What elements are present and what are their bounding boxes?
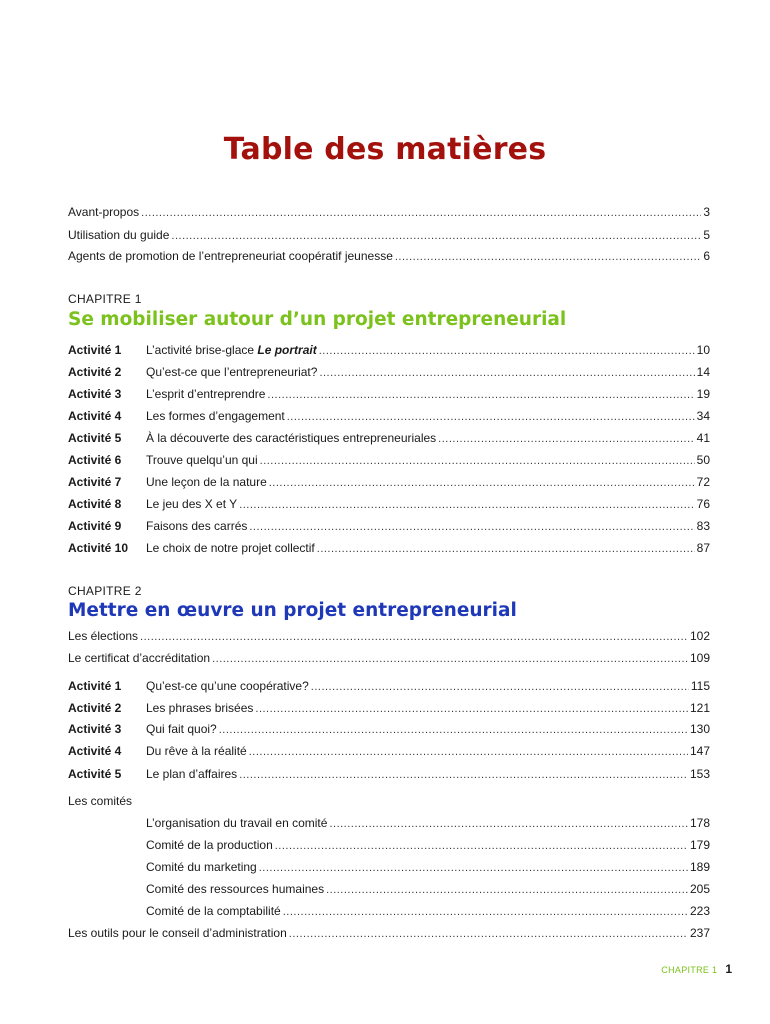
page-number: 223 [689,904,710,918]
chapter-2-title: Mettre en œuvre un projet entrepreneurial [68,600,517,621]
dot-leader [259,860,688,876]
entry-title: Le plan d’affaires [146,767,238,781]
page-number: 130 [689,722,710,736]
dot-leader [219,722,688,738]
dot-leader [395,249,701,265]
entry-title: À la découverte des caractéristiques entrepreneuriales [146,431,437,445]
entry-title: Agents de promotion de l’entrepreneuriat coopératif jeunesse [68,249,393,263]
page-number: 237 [689,926,710,940]
activity-number: Activité 2 [68,365,122,379]
entry-title: Trouve quelqu’un qui [146,453,258,467]
entry-title: Faisons des carrés [146,519,248,533]
page-number: 34 [696,409,710,423]
committees-heading: Les comités [68,794,133,808]
page-number: 50 [696,453,710,467]
entry-title: Une leçon de la nature [146,475,267,489]
dot-leader [249,519,694,535]
page-number: 189 [689,860,710,874]
toc-entry-committee-1[interactable] [146,815,710,832]
dot-leader [283,904,688,920]
page-number: 76 [696,497,710,511]
activity-number: Activité 1 [68,679,122,693]
activity-number: Activité 8 [68,497,122,511]
toc-entry-ch2-act3[interactable] [68,721,710,738]
page-number: 5 [703,228,710,242]
dot-leader [249,744,688,760]
toc-entry-ch1-act3[interactable] [68,386,710,403]
page-number: 179 [689,838,710,852]
dot-leader [329,816,688,832]
toc-entry-committee-4[interactable] [146,881,710,898]
entry-title: Les phrases brisées [146,701,254,715]
dot-leader [212,651,688,667]
entry-title: Le jeu des X et Y [146,497,238,511]
toc-entry-committee-3[interactable] [146,859,710,876]
toc-entry-ch2-act2[interactable] [68,700,710,717]
page-title: Table des matières [223,132,547,167]
page-number: 41 [696,431,710,445]
page-footer [661,962,732,976]
page-number: 14 [696,365,710,379]
footer-chapter-label: CHAPITRE 1 [661,965,718,975]
page-number: 115 [690,679,710,693]
page-number: 102 [689,629,710,643]
activity-number: Activité 6 [68,453,122,467]
entry-title-emphasis: Le portrait [257,343,317,357]
page-number: 153 [689,767,710,781]
page-number: 178 [689,816,710,830]
dot-leader [269,475,695,491]
toc-entry-utilisation[interactable] [68,227,710,244]
entry-title: Les élections [68,629,139,643]
dot-leader [255,701,688,717]
activity-number: Activité 7 [68,475,122,489]
dot-leader [326,882,688,898]
dot-leader [319,365,694,381]
toc-entry-ch1-act4[interactable] [68,408,710,425]
toc-entry-agents[interactable] [68,248,710,265]
page-number: 83 [696,519,710,533]
activity-number: Activité 3 [68,387,122,401]
page-number: 205 [689,882,710,896]
page-number: 10 [696,343,710,357]
toc-entry-committee-5[interactable] [146,903,710,920]
toc-entry-certificat[interactable] [68,650,710,667]
footer-page-number: 1 [725,962,732,976]
activity-number: Activité 9 [68,519,122,533]
chapter-1-label: CHAPITRE 1 [68,292,142,306]
dot-leader [275,838,688,854]
page-number: 147 [689,744,710,758]
dot-leader [438,431,694,447]
entry-title: L’organisation du travail en comité [146,816,328,830]
dot-leader [171,228,701,244]
toc-entry-ch1-act10[interactable] [68,540,710,557]
dot-leader [239,767,688,783]
page-number: 72 [696,475,710,489]
toc-entry-conseil[interactable] [68,925,710,942]
page-number: 87 [696,541,710,555]
entry-title: Les formes d’engagement [146,409,285,423]
dot-leader [239,497,694,513]
entry-title: Avant-propos [68,205,140,219]
entry-title: Comité de la comptabilité [146,904,281,918]
dot-leader [260,453,695,469]
activity-number: Activité 4 [68,744,122,758]
toc-entry-ch1-act2[interactable] [68,364,710,381]
page-number: 121 [689,701,710,715]
activity-number: Activité 5 [68,431,122,445]
toc-entry-ch2-act5[interactable] [68,766,710,783]
dot-leader [311,679,689,695]
page-number: 109 [689,651,710,665]
entry-title: Comité du marketing [146,860,257,874]
entry-title: Comité de la production [146,838,273,852]
activity-number: Activité 4 [68,409,122,423]
dot-leader [140,629,688,645]
entry-title: Du rêve à la réalité [146,744,247,758]
toc-entry-ch1-act9[interactable] [68,518,710,535]
entry-title: L’activité brise-glace Le portrait [146,343,317,357]
toc-entry-ch1-act8[interactable] [68,496,710,513]
page-number: 3 [703,205,710,219]
dot-leader [267,387,694,403]
entry-title: Le choix de notre projet collectif [146,541,315,555]
activity-number: Activité 1 [68,343,122,357]
entry-title: Comité des ressources humaines [146,882,325,896]
toc-entry-committee-2[interactable] [146,837,710,854]
entry-title: Utilisation du guide [68,228,170,242]
toc-entry-avant-propos[interactable] [68,204,710,221]
toc-entry-ch2-act4[interactable] [68,743,710,760]
chapter-2-label: CHAPITRE 2 [68,584,142,598]
activity-number: Activité 3 [68,722,122,736]
entry-title: Qu’est-ce que l’entrepreneuriat? [146,365,318,379]
entry-title: Qui fait quoi? [146,722,217,736]
page-number: 19 [696,387,710,401]
entry-title: Les outils pour le conseil d’administration [68,926,287,940]
chapter-1-title: Se mobiliser autour d’un projet entrepreneurial [68,309,567,330]
dot-leader [289,926,688,942]
toc-entry-ch1-act7[interactable] [68,474,710,491]
activity-number: Activité 10 [68,541,129,555]
entry-title: L’esprit d’entreprendre [146,387,266,401]
dot-leader [287,409,695,425]
entry-title: Le certificat d’accréditation [68,651,211,665]
toc-entry-ch2-act1[interactable] [68,678,710,695]
activity-number: Activité 5 [68,767,122,781]
page-number: 6 [703,249,710,263]
dot-leader [317,541,695,557]
dot-leader [319,343,695,359]
toc-entry-ch1-act5[interactable] [68,430,710,447]
activity-number: Activité 2 [68,701,122,715]
toc-entry-ch1-act1[interactable] [68,342,710,359]
dot-leader [141,205,701,221]
entry-title: Qu’est-ce qu’une coopérative? [146,679,309,693]
toc-entry-ch1-act6[interactable] [68,452,710,469]
toc-entry-elections[interactable] [68,628,710,645]
